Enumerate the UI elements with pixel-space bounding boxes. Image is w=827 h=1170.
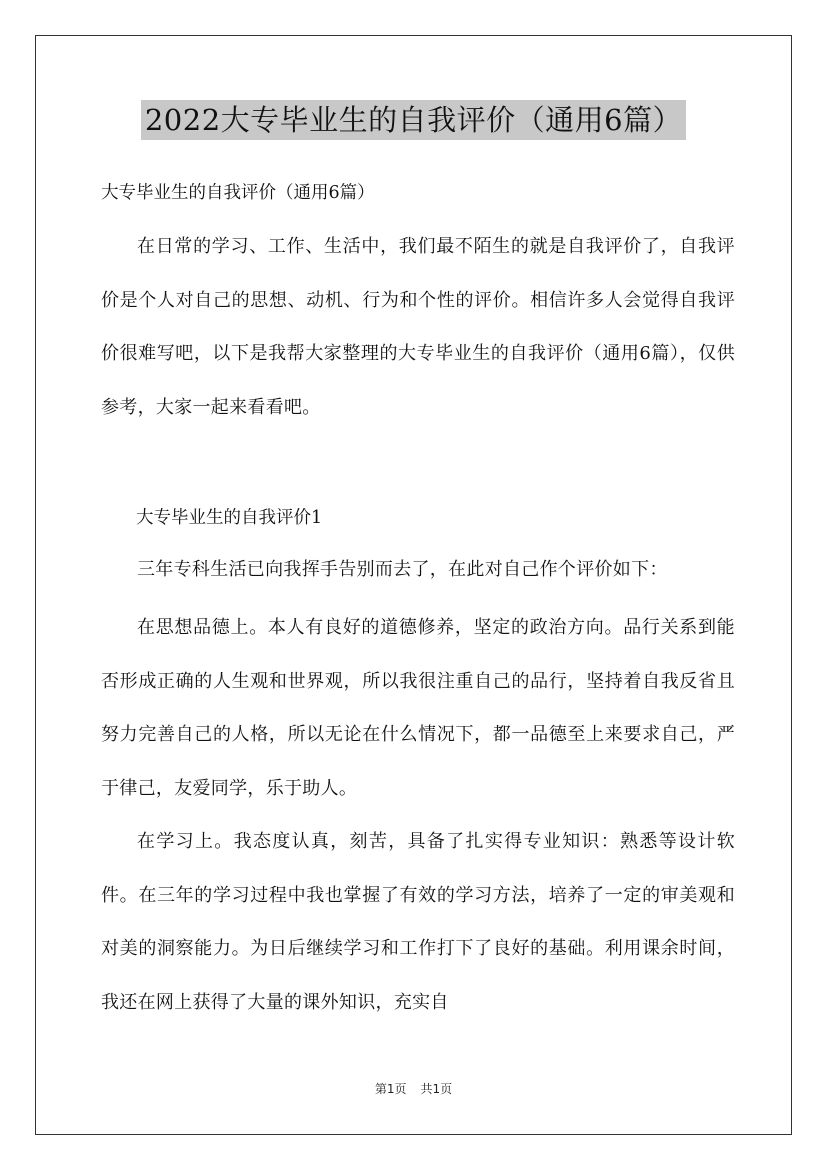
title-container [0, 100, 827, 140]
section-paragraph-1: 三年专科生活已向我挥手告别而去了，在此对自己作个评价如下： [137, 559, 668, 580]
page-footer [0, 1080, 827, 1097]
page-number: 第1页 [374, 1082, 407, 1096]
section-paragraph-2: 在思想品德上。本人有良好的道德修养，坚定的政治方向。品行关系到能否形成正确的人生观和世界观，所以我很注重自己的品行，坚持着自我反省且努力完善自己的人格，所以无论在什么情况下，都一品德至上来要求自己，严于律己，友爱同学，乐于助人。 [101, 617, 735, 799]
page-count: 共1页 [420, 1082, 453, 1096]
section-heading: 大专毕业生的自我评价1 [136, 508, 323, 528]
intro-paragraph: 在日常的学习、工作、生活中，我们最不陌生的就是自我评价了，自我评价是个人对自己的思想、动机、行为和个性的评价。相信许多人会觉得自我评价很难写吧，以下是我帮大家整理的大专毕业生的自我评价（通用6篇），仅供参考，大家一起来看看吧。 [101, 236, 735, 418]
document-title: 2022大专毕业生的自我评价（通用6篇） [141, 100, 686, 140]
section-paragraph-3: 在学习上。我态度认真，刻苦，具备了扎实得专业知识：熟悉等设计软件。在三年的学习过程中我也掌握了有效的学习方法，培养了一定的审美观和对美的洞察能力。为日后继续学习和工作打下了良好的基础。利用课余时间，我还在网上获得了大量的课外知识，充实自 [101, 831, 735, 1013]
document-subtitle: 大专毕业生的自我评价（通用6篇） [101, 183, 375, 203]
